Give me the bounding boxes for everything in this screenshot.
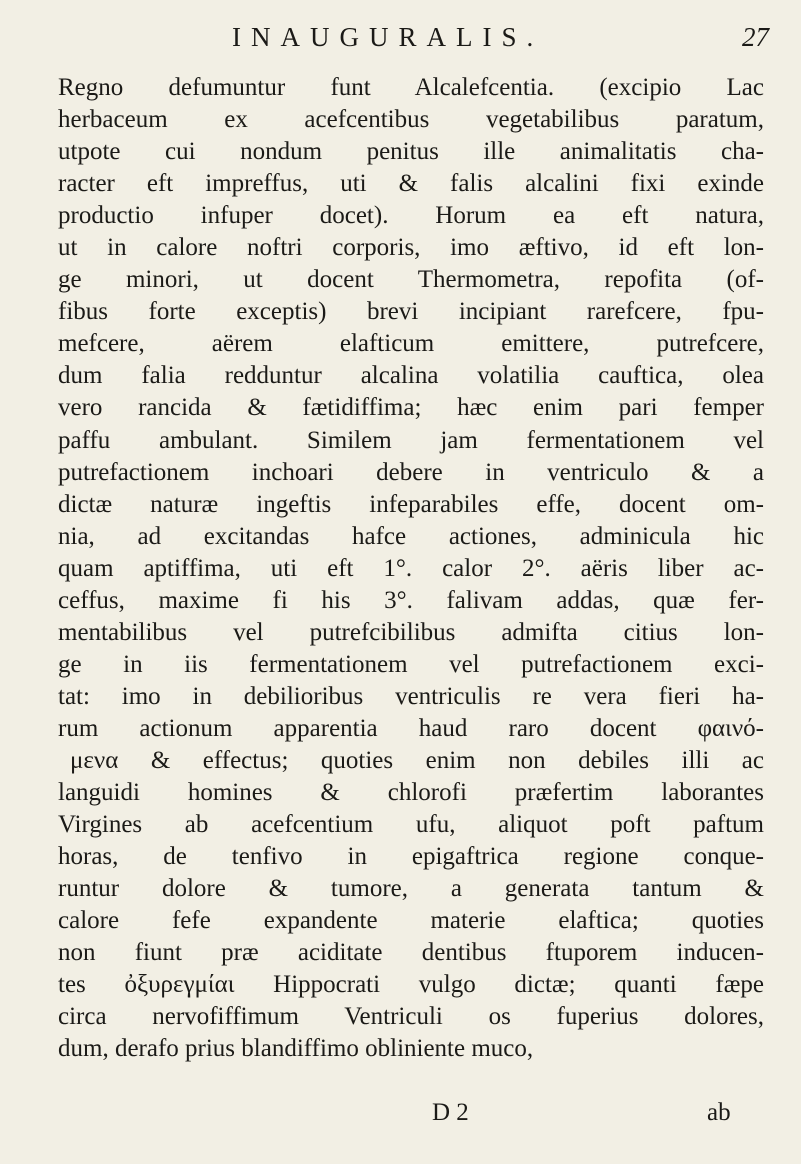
text-line: quam aptiffima, uti eft 1°. calor 2°. aëris liber ac-: [58, 554, 764, 582]
text-line: racter eft impreffus, uti & falis alcalini fixi exinde: [58, 170, 764, 198]
signature-mark: D 2: [432, 1099, 469, 1126]
text-line: tes ὀξυρεγμίαι Hippocrati vulgo dictæ; quanti fæpe: [58, 971, 764, 999]
text-line: languidi homines & chlorofi præfertim laborantes: [58, 779, 764, 807]
text-line: circa nervofiffimum Ventriculi os fuperius dolores,: [58, 1003, 764, 1031]
text-line: tat: imo in debilioribus ventriculis re vera fieri ha-: [58, 682, 764, 710]
text-line: utpote cui nondum penitus ille animalitatis cha-: [58, 138, 764, 166]
text-line: dictæ naturæ ingeftis infeparabiles effe, docent om-: [58, 490, 764, 518]
text-line: calore fefe expandente materie elaftica; quoties: [58, 907, 764, 935]
text-line: runtur dolore & tumore, a generata tantum &: [58, 875, 764, 903]
text-line: fibus forte exceptis) brevi incipiant rarefcere, fpu-: [58, 298, 764, 326]
text-line: rum actionum apparentia haud raro docent φαινό-: [58, 714, 764, 742]
page-header: [0, 18, 801, 64]
text-line: μενα & effectus; quoties enim non debiles illi ac: [70, 746, 764, 774]
text-line: horas, de tenfivo in epigaftrica regione conque-: [58, 843, 764, 871]
text-line: mefcere, aërem elafticum emittere, putrefcere,: [58, 330, 764, 358]
page-number: 27: [742, 22, 769, 52]
text-line: mentabilibus vel putrefcibilibus admifta citius lon-: [58, 618, 764, 646]
text-line: vero rancida & fætidiffima; hæc enim pari femper: [58, 394, 764, 422]
text-line: non fiunt præ aciditate dentibus ftuporem inducen-: [58, 939, 764, 967]
text-line: productio infuper docet). Horum ea eft natura,: [58, 202, 764, 230]
running-head: INAUGURALIS.: [232, 22, 544, 52]
text-line: herbaceum ex acefcentibus vegetabilibus paratum,: [58, 106, 764, 134]
text-line: putrefactionem inchoari debere in ventriculo & a: [58, 458, 764, 486]
text-line: ge minori, ut docent Thermometra, repofita (of-: [58, 266, 764, 294]
text-line: Virgines ab acefcentium ufu, aliquot poft paftum: [58, 811, 764, 839]
text-line: ut in calore noftri corporis, imo æftivo, id eft lon-: [58, 234, 764, 262]
body-text: [58, 72, 764, 1065]
text-line: paffu ambulant. Similem jam fermentationem vel: [58, 426, 764, 454]
text-line: ceffus, maxime fi his 3°. falivam addas, quæ fer-: [58, 586, 764, 614]
text-line: dum, derafo prius blandiffimo obliniente muco,: [58, 1035, 534, 1063]
text-line: ge in iis fermentationem vel putrefactionem exci-: [58, 650, 764, 678]
text-line: dum falia redduntur alcalina volatilia cauftica, olea: [58, 362, 764, 390]
page-footer: [0, 1099, 801, 1139]
text-line: nia, ad excitandas hafce actiones, adminicula hic: [58, 522, 764, 550]
text-line: Regno defumuntur funt Alcalefcentia. (excipio Lac: [58, 74, 764, 101]
catchword: ab: [707, 1099, 731, 1126]
